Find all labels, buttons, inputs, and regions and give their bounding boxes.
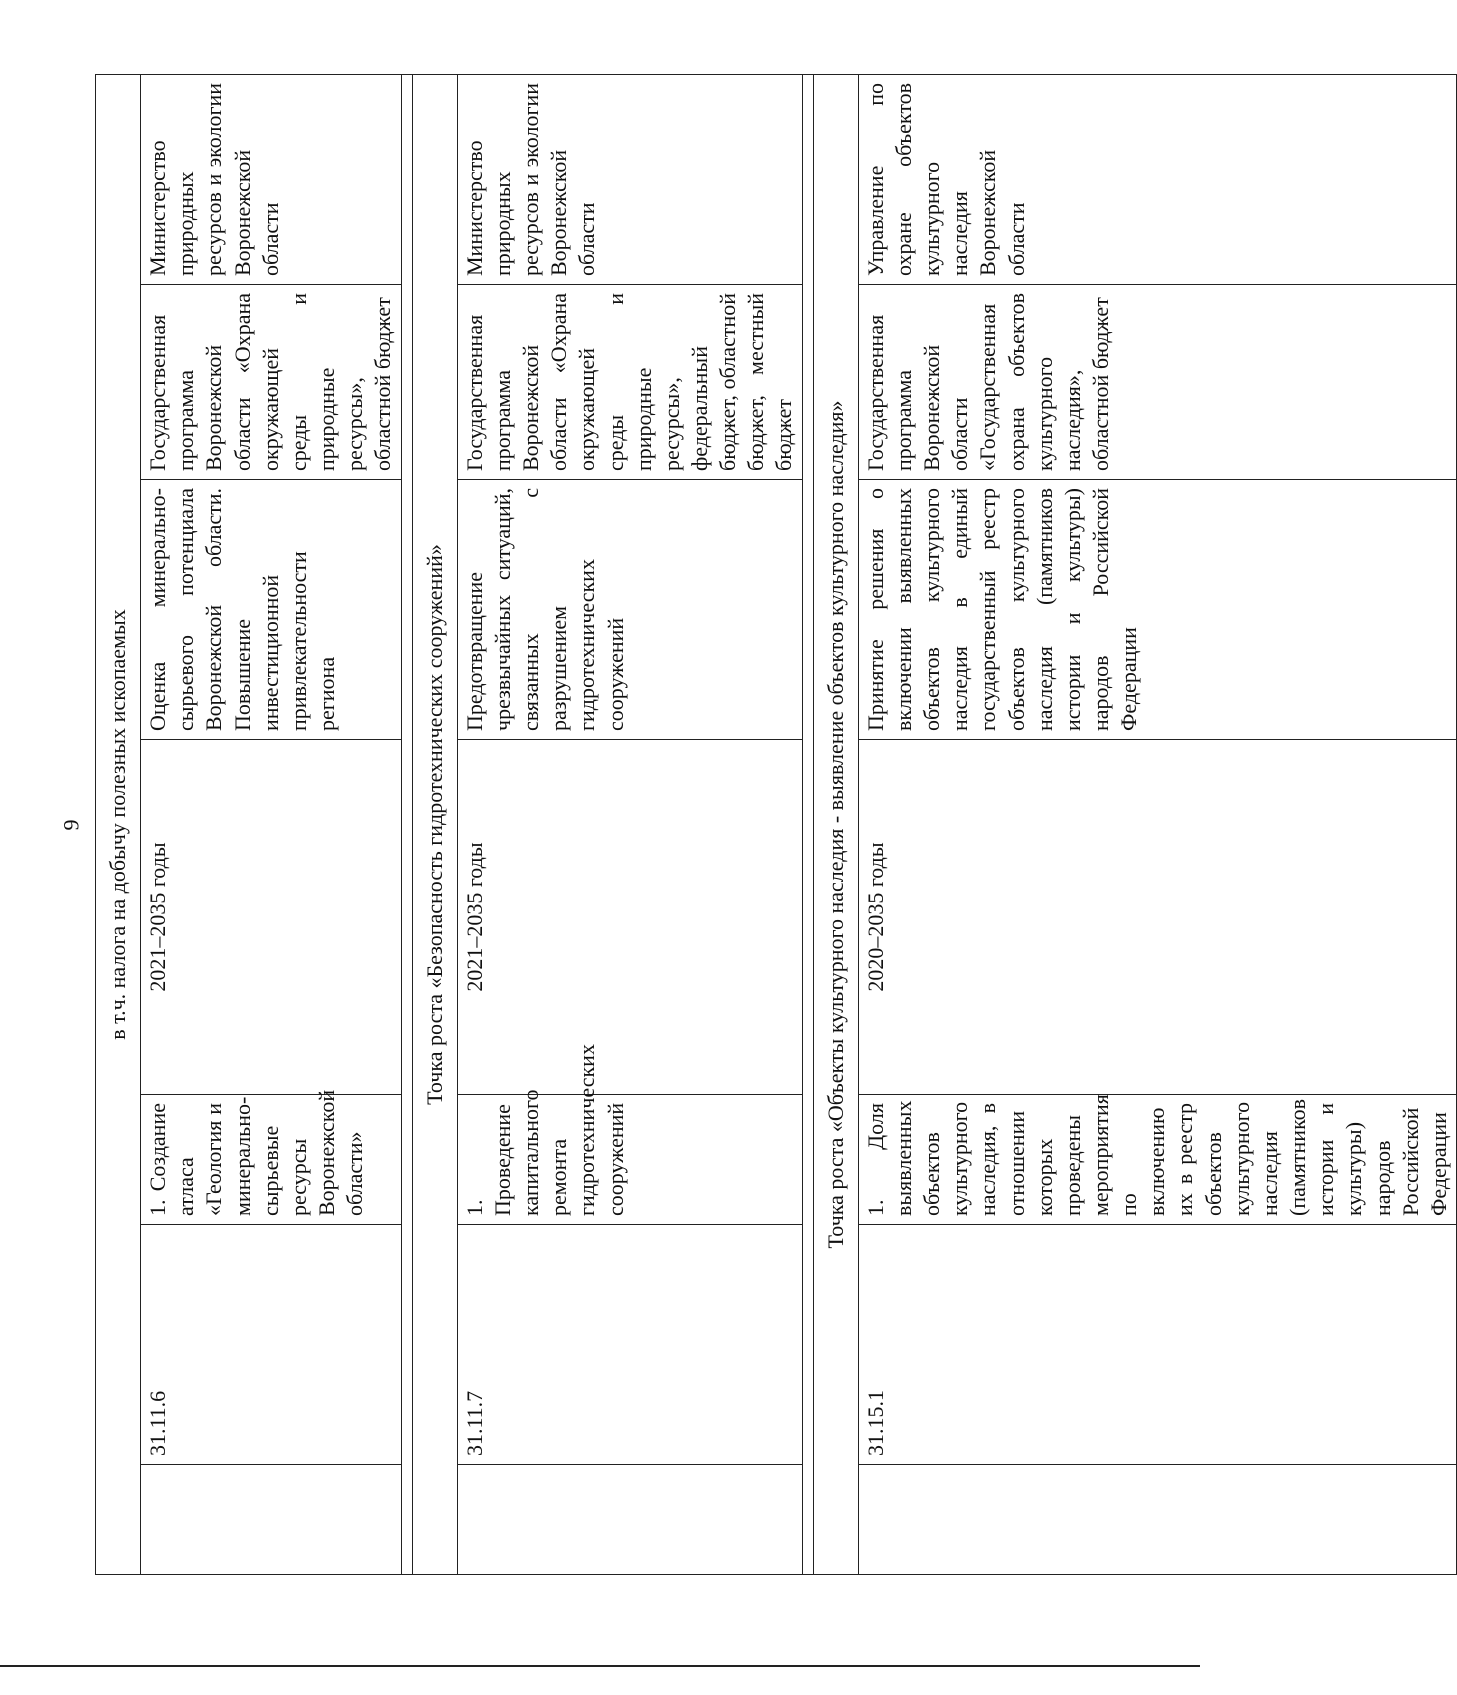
section-header-row	[813, 74, 858, 1574]
result-cell: Оценка минерально-сырьевого потенциала Воронежской области. Повышение инвестиционной привлекательности региона	[141, 480, 401, 740]
empty-cell	[141, 1465, 401, 1575]
section-header-row	[412, 74, 457, 1574]
section-title: в т.ч. налога на добычу полезных ископаемых	[96, 74, 141, 1574]
program-cell: Государственная программа Воронежской области «Государственная охрана объектов культурного наследия», областной бюджет	[858, 285, 1456, 480]
scan-edge-line	[0, 1665, 1200, 1667]
executor-cell: Министерство природных ресурсов и экологии Воронежской области	[141, 74, 401, 284]
rotated-table-wrapper	[95, 75, 1451, 1575]
empty-cell	[457, 1465, 802, 1575]
gap-row	[802, 74, 813, 1574]
executor-cell: Министерство природных ресурсов и экологии Воронежской области	[457, 74, 802, 284]
gap-cell	[401, 74, 412, 1574]
result-cell: Принятие решения о включении выявленных объектов культурного наследия в единый государственный реестр объектов культурного наследия (памятников истории и культуры) народов Российской Федерации	[858, 480, 1456, 740]
table-row	[141, 74, 401, 1574]
gap-row	[401, 74, 412, 1574]
row-code: 31.11.7	[457, 1225, 802, 1465]
period-cell: 2021–2035 годы	[141, 740, 401, 1095]
section-header-row	[96, 74, 141, 1574]
gap-cell	[802, 74, 813, 1574]
page-number: 9	[58, 819, 84, 831]
period-cell: 2020–2035 годы	[858, 740, 1456, 1095]
program-cell: Государственная программа Воронежской области «Охрана окружающей среды и природные ресурсы», федеральный бюджет, областной бюджет, местный бюджет	[457, 285, 802, 480]
empty-cell	[858, 1465, 1456, 1575]
row-code: 31.15.1	[858, 1225, 1456, 1465]
period-cell: 2021–2035 годы	[457, 740, 802, 1095]
program-cell: Государственная программа Воронежской области «Охрана окружающей среды и природные ресурсы», областной бюджет	[141, 285, 401, 480]
section-title: Точка роста «Объекты культурного наследия - выявление объектов культурного наследия»	[813, 74, 858, 1574]
indicator-cell: 1. Доля выявленных объектов культурного наследия, в отношении которых проведены мероприятия по включению их в реестр объектов культурного наследия (памятников истории и культуры) народов Российской Федерации	[858, 1095, 1456, 1225]
row-code: 31.11.6	[141, 1225, 401, 1465]
table-row	[457, 74, 802, 1574]
table-row	[858, 74, 1456, 1574]
indicator-cell: 1. Проведение капитального ремонта гидротехнических сооружений	[457, 1095, 802, 1225]
section-title: Точка роста «Безопасность гидротехнических сооружений»	[412, 74, 457, 1574]
indicator-cell: 1. Создание атласа «Геология и минерально-сырьевые ресурсы Воронежской области»	[141, 1095, 401, 1225]
result-cell: Предотвращение чрезвычайных ситуаций, связанных с разрушением гидротехнических сооружений	[457, 480, 802, 740]
executor-cell: Управление по охране объектов культурного наследия Воронежской области	[858, 74, 1456, 284]
plan-table	[95, 74, 1457, 1575]
